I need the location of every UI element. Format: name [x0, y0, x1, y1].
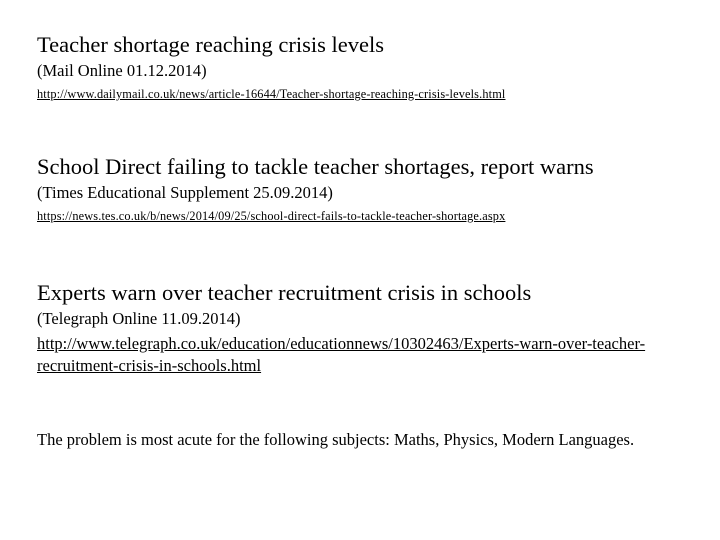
article-source: (Times Educational Supplement 25.09.2014) [37, 183, 333, 202]
subjects-note: The problem is most acute for the following subjects: Maths, Physics, Modern Languages. [37, 430, 635, 449]
article-headline: Experts warn over teacher recruitment crisis in schools [37, 280, 532, 305]
article-source: (Telegraph Online 11.09.2014) [37, 309, 241, 328]
article-telegraph [37, 279, 677, 376]
article-tes [37, 153, 677, 225]
article-link[interactable]: https://news.tes.co.uk/b/news/2014/09/25/school-direct-fails-to-tackle-teacher-shortage.aspx [37, 209, 506, 223]
article-source: (Mail Online 01.12.2014) [37, 61, 207, 80]
article-headline: School Direct failing to tackle teacher shortages, report warns [37, 154, 594, 179]
article-headline: Teacher shortage reaching crisis levels [37, 32, 385, 57]
article-link[interactable]: http://www.telegraph.co.uk/education/educationnews/10302463/Experts-warn-over-teacher-recruitment-crisis-in-schools.html [37, 334, 646, 375]
article-link[interactable]: http://www.dailymail.co.uk/news/article-16644/Teacher-shortage-reaching-crisis-levels.html [37, 87, 506, 101]
article-mail-online [37, 31, 677, 103]
